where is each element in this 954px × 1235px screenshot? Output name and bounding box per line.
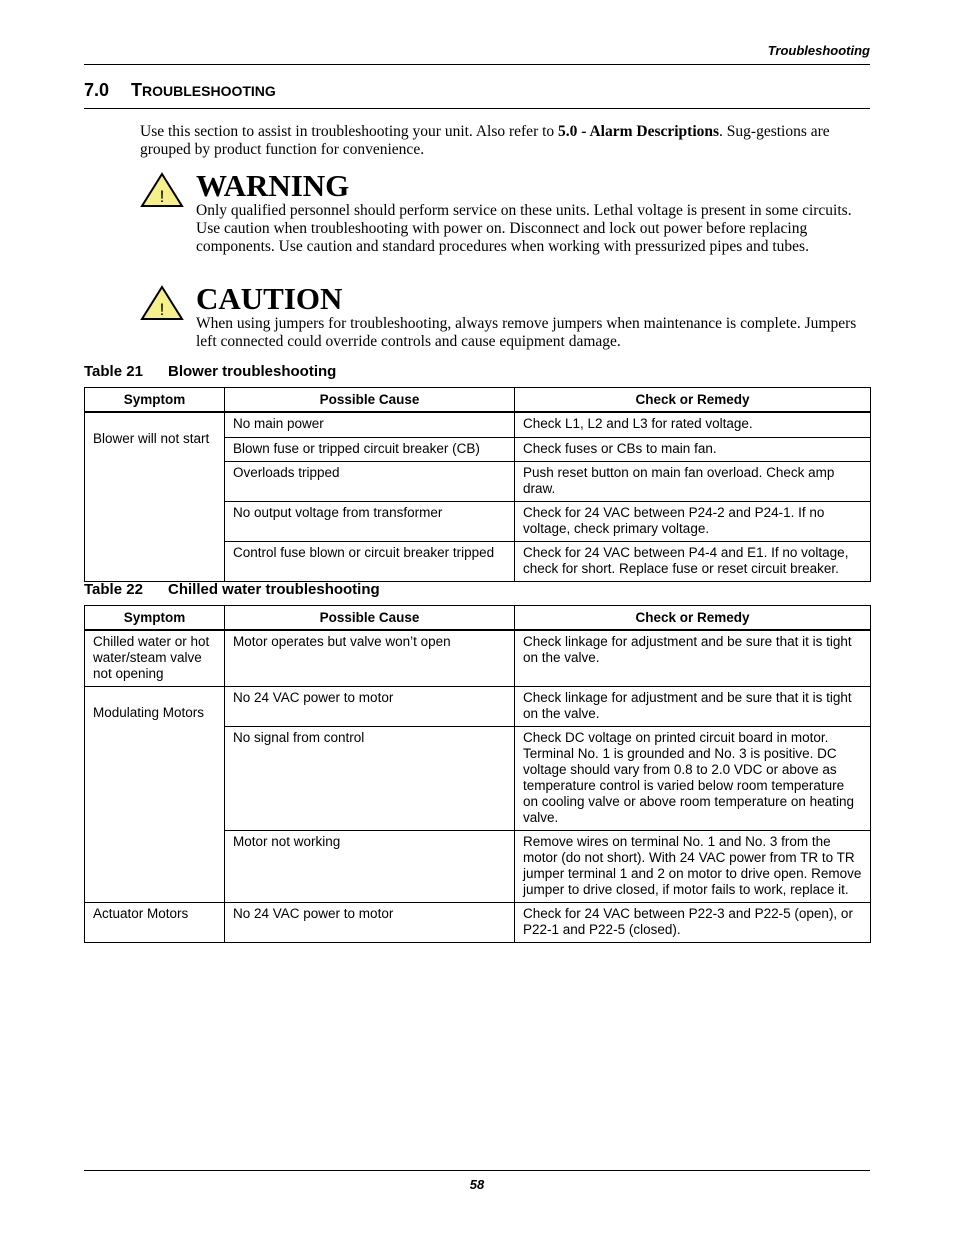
section-number: 7.0 (84, 80, 110, 100)
table21-number: Table 21 (84, 363, 143, 380)
intro-text-after: . Sug-gestions are grouped by product function for convenience. (140, 123, 830, 158)
section-rule (84, 108, 870, 109)
remedy-cell: Remove wires on terminal No. 1 and No. 3 from the motor (do not short). With 24 VAC power from TR to TR jumper terminal 1 and 2 on motor to drive open. Remove jumper to drive closed, if motor fails to work, replace it. (515, 831, 871, 903)
header-possible-cause: Possible Cause (225, 606, 515, 631)
cause-cell: Overloads tripped (225, 462, 515, 502)
cause-cell: No 24 VAC power to motor (225, 687, 515, 727)
section-title (84, 80, 276, 101)
section-title-rest: ROUBLESHOOTING (142, 83, 276, 99)
remedy-cell: Check for 24 VAC between P24-2 and P24-1. If no voltage, check primary voltage. (515, 502, 871, 542)
remedy-cell: Check for 24 VAC between P4-4 and E1. If no voltage, check for short. Replace fuse or reset circuit breaker. (515, 542, 871, 582)
intro-reference: 5.0 - Alarm Descriptions (558, 123, 720, 140)
symptom-cell: Chilled water or hot water/steam valve not opening (85, 630, 225, 687)
svg-text:!: ! (159, 300, 165, 319)
table-row (85, 412, 871, 438)
cause-cell: Blown fuse or tripped circuit breaker (CB) (225, 438, 515, 462)
chilled-water-troubleshooting-table (84, 605, 871, 943)
header-check-or-remedy: Check or Remedy (515, 388, 871, 413)
cause-cell: Control fuse blown or circuit breaker tripped (225, 542, 515, 582)
svg-text:!: ! (159, 187, 165, 206)
cause-cell: No output voltage from transformer (225, 502, 515, 542)
table22-caption (84, 581, 380, 598)
section-title-initial: T (131, 80, 143, 100)
cause-cell: No 24 VAC power to motor (225, 903, 515, 943)
symptom-cell: Actuator Motors (85, 903, 225, 943)
intro-paragraph (140, 123, 870, 159)
remedy-cell: Push reset button on main fan overload. Check amp draw. (515, 462, 871, 502)
page-number: 58 (469, 1177, 485, 1192)
table21-title: Blower troubleshooting (168, 363, 337, 380)
table-header-row (85, 388, 871, 413)
header-rule (84, 64, 870, 65)
blower-troubleshooting-table (84, 387, 871, 582)
table-header-row (85, 606, 871, 631)
cause-cell: Motor operates but valve won’t open (225, 630, 515, 687)
remedy-cell: Check linkage for adjustment and be sure that it is tight on the valve. (515, 630, 871, 687)
cause-cell: No main power (225, 412, 515, 438)
table-row (85, 630, 871, 687)
symptom-cell: Modulating Motors (85, 687, 225, 903)
table21-caption (84, 363, 336, 380)
running-header: Troubleshooting (767, 43, 870, 58)
cause-cell: Motor not working (225, 831, 515, 903)
remedy-cell: Check for 24 VAC between P22-3 and P22-5 (open), or P22-1 and P22-5 (closed). (515, 903, 871, 943)
table22-number: Table 22 (84, 581, 143, 598)
remedy-cell: Check linkage for adjustment and be sure that it is tight on the valve. (515, 687, 871, 727)
header-possible-cause: Possible Cause (225, 388, 515, 413)
header-check-or-remedy: Check or Remedy (515, 606, 871, 631)
header-symptom: Symptom (85, 388, 225, 413)
warning-title: WARNING (196, 168, 350, 203)
remedy-cell: Check L1, L2 and L3 for rated voltage. (515, 412, 871, 438)
warning-body: Only qualified personnel should perform service on these units. Lethal voltage is present in some circuits. Use caution when troubleshooting with power on. Disconnect and lock out power before replacing components. Use caution and standard procedures when working with pressurized pipes and tubes. (196, 202, 852, 255)
caution-body: When using jumpers for troubleshooting, always remove jumpers when maintenance is complete. Jumpers left connected could override controls and cause equipment damage. (196, 315, 857, 350)
warning-triangle-icon (140, 172, 184, 208)
header-symptom: Symptom (85, 606, 225, 631)
caution-title: CAUTION (196, 281, 343, 316)
intro-text-before: Use this section to assist in troubleshooting your unit. Also refer to (140, 123, 559, 140)
footer-rule (84, 1170, 870, 1171)
table-row (85, 903, 871, 943)
cause-cell: No signal from control (225, 727, 515, 831)
warning-triangle-icon (140, 285, 184, 321)
remedy-cell: Check DC voltage on printed circuit board in motor. Terminal No. 1 is grounded and No. 3 is positive. DC voltage should vary from 0.8 to 2.0 VDC or above as temperature control is varied below room temperature on cooling valve or above room temperature on heating valve. (515, 727, 871, 831)
table-row (85, 687, 871, 727)
remedy-cell: Check fuses or CBs to main fan. (515, 438, 871, 462)
symptom-cell: Blower will not start (85, 412, 225, 582)
table22-title: Chilled water troubleshooting (168, 581, 380, 598)
